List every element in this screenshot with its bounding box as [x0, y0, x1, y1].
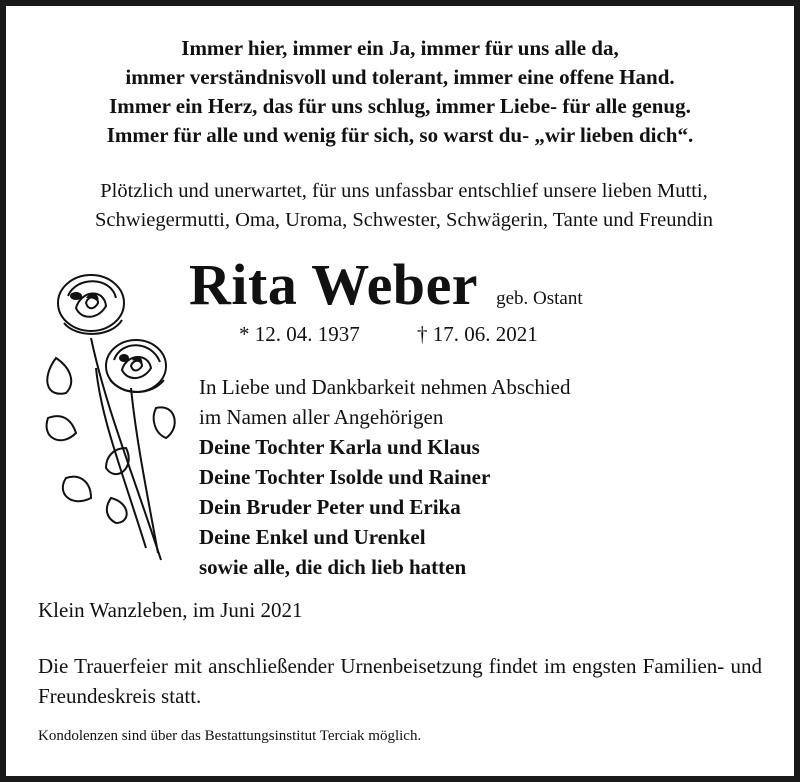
- death-date: † 17. 06. 2021: [417, 322, 538, 346]
- intro-text: [34, 177, 774, 235]
- mourner: Dein Bruder Peter und Erika: [199, 495, 461, 519]
- poem: [26, 34, 774, 150]
- farewell-block: [199, 372, 570, 582]
- farewell-line: In Liebe und Dankbarkeit nehmen Abschied: [199, 375, 571, 399]
- mourner: sowie alle, die dich lieb hatten: [199, 555, 467, 579]
- deceased-name: Rita Weber: [189, 252, 479, 317]
- mourner: Deine Tochter Isolde und Rainer: [199, 465, 491, 489]
- farewell-line: im Namen aller Angehörigen: [199, 405, 444, 429]
- poem-line: Immer hier, immer ein Ja, immer für uns alle da,: [181, 36, 619, 60]
- ceremony-info: Die Trauerfeier mit anschließender Urnenbeisetzung findet im engsten Familien- und Freundeskreis statt.: [38, 654, 762, 708]
- roses-icon: [36, 268, 186, 568]
- poem-line: Immer für alle und wenig für sich, so warst du- „wir lieben dich“.: [106, 123, 694, 147]
- condolence-note: Kondolenzen sind über das Bestattungsinstitut Terciak möglich.: [38, 728, 422, 744]
- life-dates: [239, 322, 538, 347]
- poem-line: immer verständnisvoll und tolerant, immer eine offene Hand.: [125, 65, 675, 89]
- place-date: Klein Wanzleben, im Juni 2021: [38, 598, 303, 622]
- intro-line: Plötzlich und unerwartet, für uns unfassbar entschlief unsere lieben Mutti,: [100, 180, 708, 202]
- birth-date: * 12. 04. 1937: [239, 322, 360, 346]
- mourner: Deine Enkel und Urenkel: [199, 525, 426, 549]
- birth-name: geb. Ostant: [496, 288, 583, 309]
- intro-line: Schwiegermutti, Oma, Uroma, Schwester, Schwägerin, Tante und Freundin: [95, 209, 713, 231]
- poem-line: Immer ein Herz, das für uns schlug, immer Liebe- für alle genug.: [109, 94, 691, 118]
- mourner: Deine Tochter Karla und Klaus: [199, 435, 480, 459]
- deceased-name-row: [189, 252, 583, 318]
